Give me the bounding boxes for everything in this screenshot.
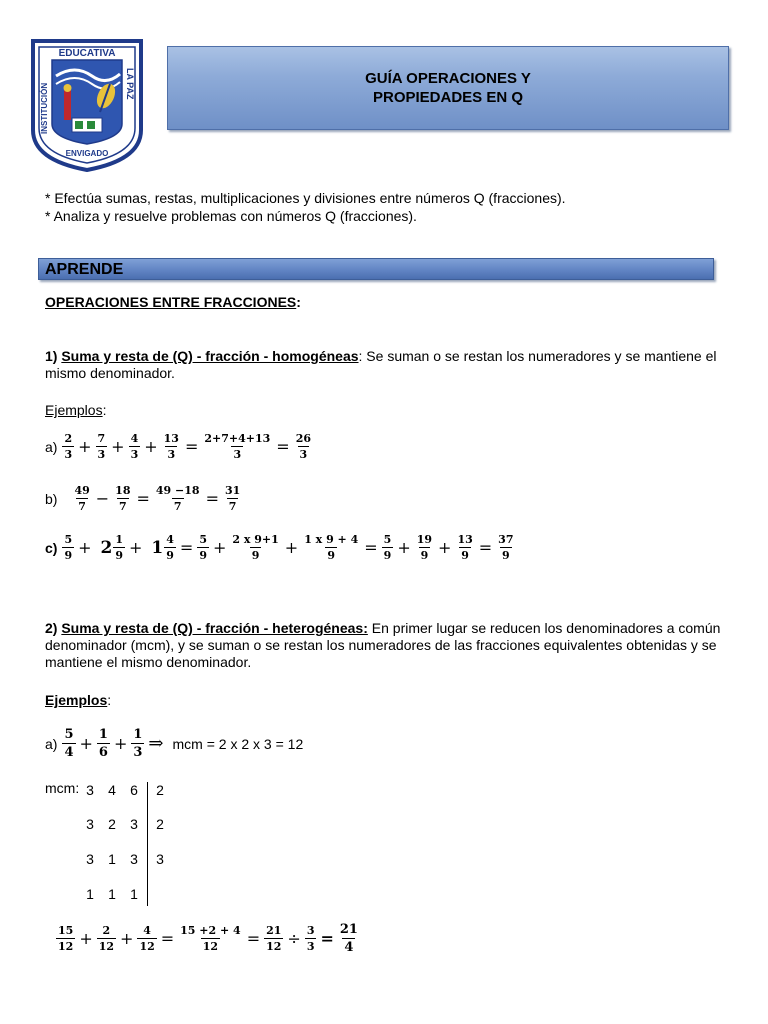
math-text: 12	[202, 940, 219, 953]
math-text: 1	[108, 886, 116, 902]
math-text: 3	[130, 448, 139, 461]
fraction	[455, 533, 474, 562]
part1-number: 1)	[45, 348, 58, 364]
math-text: 1	[130, 886, 138, 902]
logo-left-text: INSTITUCIÓN	[40, 82, 49, 134]
math-text: 5	[64, 533, 73, 546]
math-text: 3	[86, 782, 94, 798]
math-text: 3	[133, 745, 143, 760]
part1-heading: Suma y resta de (Q) - fracción - homogéneas	[61, 348, 359, 364]
math-text: 9	[383, 549, 392, 562]
section-title-colon: :	[296, 294, 301, 310]
math-text: 5	[64, 727, 74, 742]
fraction	[113, 484, 132, 513]
part1-examples-label	[45, 402, 735, 419]
math-text: 13	[163, 432, 179, 445]
math-text: 7	[173, 500, 182, 513]
fraction	[178, 924, 243, 953]
math-text: 1	[133, 727, 143, 742]
math-text: 4	[166, 533, 174, 546]
math-text: 6	[98, 745, 108, 760]
fraction	[96, 432, 108, 461]
equals: =	[136, 489, 150, 508]
example-1a-label: a)	[45, 438, 58, 455]
equals: =	[320, 929, 334, 948]
math-text: 5	[383, 533, 392, 546]
fraction	[56, 924, 75, 953]
math-text: 1 x 9 + 4	[304, 533, 359, 546]
math-text: 15	[58, 924, 74, 937]
math-text: 3	[86, 816, 94, 832]
part2-number: 2)	[45, 620, 58, 636]
shield-emblem-icon	[30, 38, 144, 172]
example-1b	[45, 484, 243, 513]
math-text: 3	[130, 816, 138, 832]
math-text: 3	[130, 851, 138, 867]
math-text: 3	[167, 448, 176, 461]
operator: +	[79, 734, 93, 753]
math-text: 2	[156, 816, 164, 832]
part2-examples-label	[45, 692, 735, 709]
math-text: 4	[64, 745, 74, 760]
operator: +	[212, 538, 227, 557]
final-equation	[55, 922, 361, 955]
math-text: 18	[115, 484, 131, 497]
math-text: 26	[295, 432, 311, 445]
operator: +	[113, 734, 128, 753]
math-text: 15 +2 + 4	[180, 924, 241, 937]
math-text: 9	[327, 549, 336, 562]
fraction	[496, 533, 515, 562]
math-text: 3	[306, 924, 315, 937]
logo-top-text: EDUCATIVA	[58, 48, 116, 59]
math-text: 1	[86, 886, 94, 902]
operator: +	[79, 929, 93, 948]
math-text: 12	[266, 940, 282, 953]
part2-paragraph	[45, 620, 735, 671]
math-text: 4	[108, 782, 116, 798]
math-text: 9	[461, 549, 469, 562]
math-text: 9	[199, 549, 207, 562]
fraction	[97, 727, 110, 760]
mcm-row	[79, 881, 171, 907]
part2-heading: Suma y resta de (Q) - fracción - heterogéneas:	[61, 620, 368, 636]
math-text: 7	[228, 500, 237, 513]
example-1c-label: c)	[45, 539, 58, 556]
math-text: 31	[224, 484, 241, 497]
fraction	[202, 432, 272, 461]
operator: +	[284, 538, 299, 557]
section-title	[45, 294, 735, 311]
operator: +	[111, 437, 125, 456]
mcm-label: mcm:	[45, 780, 80, 796]
mcm-result: mcm = 2 x 2 x 3 = 12	[172, 735, 304, 752]
example-1a	[45, 432, 314, 461]
math-text: 21	[266, 924, 282, 937]
logo-bottom-text: ENVIGADO	[65, 149, 109, 158]
equals: =	[184, 437, 199, 456]
equals: =	[205, 489, 219, 508]
equals: =	[160, 929, 175, 948]
section-title-text: OPERACIONES ENTRE FRACCIONES	[45, 294, 297, 310]
example-1b-label: b)	[45, 490, 58, 507]
mcm-row	[79, 811, 171, 837]
math-text: 1	[108, 851, 116, 867]
math-text: 21	[339, 922, 358, 937]
fraction	[162, 432, 181, 461]
part2-text: En primer lugar se reducen los denominadores a común denominador (mcm), y se suman o se restan los numeradores de las fracciones equivalentes obtenidas y se mantiene el mismo denominador.	[45, 620, 721, 670]
math-text: 2	[64, 432, 73, 445]
math-text: 37	[498, 533, 514, 546]
implies-arrow-icon: ⇒	[148, 733, 164, 754]
mixed-whole: 2	[100, 537, 113, 558]
title-line-2: PROPIEDADES EN Q	[372, 89, 524, 106]
equals: =	[179, 538, 194, 557]
math-text: 7	[78, 500, 86, 513]
math-text: 3	[156, 851, 164, 867]
math-text: 12	[58, 940, 74, 953]
title-banner	[167, 46, 729, 130]
math-text: 2+7+4+13	[204, 432, 271, 445]
fraction	[302, 533, 360, 562]
mcm-row	[79, 846, 171, 872]
fraction	[305, 924, 317, 953]
math-text: 49	[74, 484, 90, 497]
part1-text: : Se suman o se restan los numeradores y se mantiene el mismo denominador.	[45, 348, 717, 381]
operator: +	[120, 929, 134, 948]
fraction	[113, 533, 125, 562]
fraction	[62, 533, 74, 562]
fraction	[72, 484, 91, 513]
operator: +	[78, 437, 92, 456]
math-text: 2	[156, 782, 164, 798]
math-text: 5	[199, 533, 207, 546]
math-text: 7	[119, 500, 127, 513]
fraction	[338, 922, 360, 955]
fraction	[129, 432, 141, 461]
fraction	[197, 533, 209, 562]
math-text: 2	[102, 924, 111, 937]
fraction	[264, 924, 283, 953]
math-text: 19	[416, 533, 433, 546]
math-text: 2 x 9+1	[232, 533, 279, 546]
fraction	[97, 924, 116, 953]
fraction	[415, 533, 434, 562]
mcm-row	[79, 777, 171, 803]
school-logo	[30, 38, 144, 172]
math-text: 9	[64, 549, 73, 562]
example-2a-label: a)	[45, 735, 58, 752]
math-text: 9	[420, 549, 429, 562]
math-text: 3	[97, 448, 106, 461]
fraction	[131, 727, 144, 760]
operator: +	[397, 538, 411, 557]
math-text: 3	[233, 448, 242, 461]
math-text: 9	[115, 549, 124, 562]
math-text: 9	[166, 549, 174, 562]
math-text: 13	[457, 533, 473, 546]
math-text: 6	[130, 782, 138, 798]
operator: +	[144, 437, 158, 456]
objective-2: * Analiza y resuelve problemas con números Q (fracciones).	[45, 208, 417, 224]
part1-paragraph	[45, 348, 735, 382]
fraction	[154, 484, 202, 513]
fraction	[62, 727, 75, 760]
fraction	[382, 533, 394, 562]
part1-examples-colon: :	[102, 402, 107, 418]
example-2a	[45, 727, 303, 760]
equals: =	[364, 538, 378, 557]
operator: −	[95, 489, 110, 508]
part2-examples-colon: :	[107, 692, 112, 708]
math-text: 4	[130, 432, 139, 445]
part1-examples-text: Ejemplos	[45, 402, 103, 418]
math-text: 3	[306, 940, 315, 953]
math-text: 4	[344, 940, 354, 955]
operator: +	[438, 538, 452, 557]
math-text: 12	[139, 940, 155, 953]
section-bar-aprende: APRENDE	[38, 258, 714, 280]
operator: +	[78, 538, 92, 557]
fraction	[164, 533, 176, 562]
math-text: 4	[143, 924, 151, 937]
math-text: 12	[98, 940, 115, 953]
equals: =	[276, 437, 290, 456]
equals: =	[478, 538, 493, 557]
math-text: 1	[98, 727, 108, 742]
example-1c	[45, 533, 516, 562]
part2-examples-text: Ejemplos	[45, 692, 108, 708]
math-text: 9	[502, 549, 510, 562]
fraction	[230, 533, 280, 562]
fraction	[223, 484, 242, 513]
math-text: 3	[86, 851, 94, 867]
objective-1: * Efectúa sumas, restas, multiplicaciones y divisiones entre números Q (fracciones).	[45, 190, 566, 206]
operator: +	[129, 538, 143, 557]
math-text: 49 −18	[155, 484, 200, 497]
math-text: 3	[64, 448, 73, 461]
logo-right-text: LA PAZ	[125, 68, 135, 100]
math-text: 1	[115, 533, 124, 546]
fraction	[62, 432, 74, 461]
fraction	[294, 432, 313, 461]
title-line-1: GUÍA OPERACIONES Y	[365, 70, 531, 87]
division-sign-icon: ÷	[287, 929, 301, 948]
math-text: 2	[108, 816, 116, 832]
mixed-whole: 1	[151, 537, 164, 558]
fraction	[137, 924, 156, 953]
equals: =	[246, 929, 261, 948]
math-text: 7	[97, 432, 106, 445]
math-text: 3	[299, 448, 308, 461]
math-text: 9	[251, 549, 260, 562]
